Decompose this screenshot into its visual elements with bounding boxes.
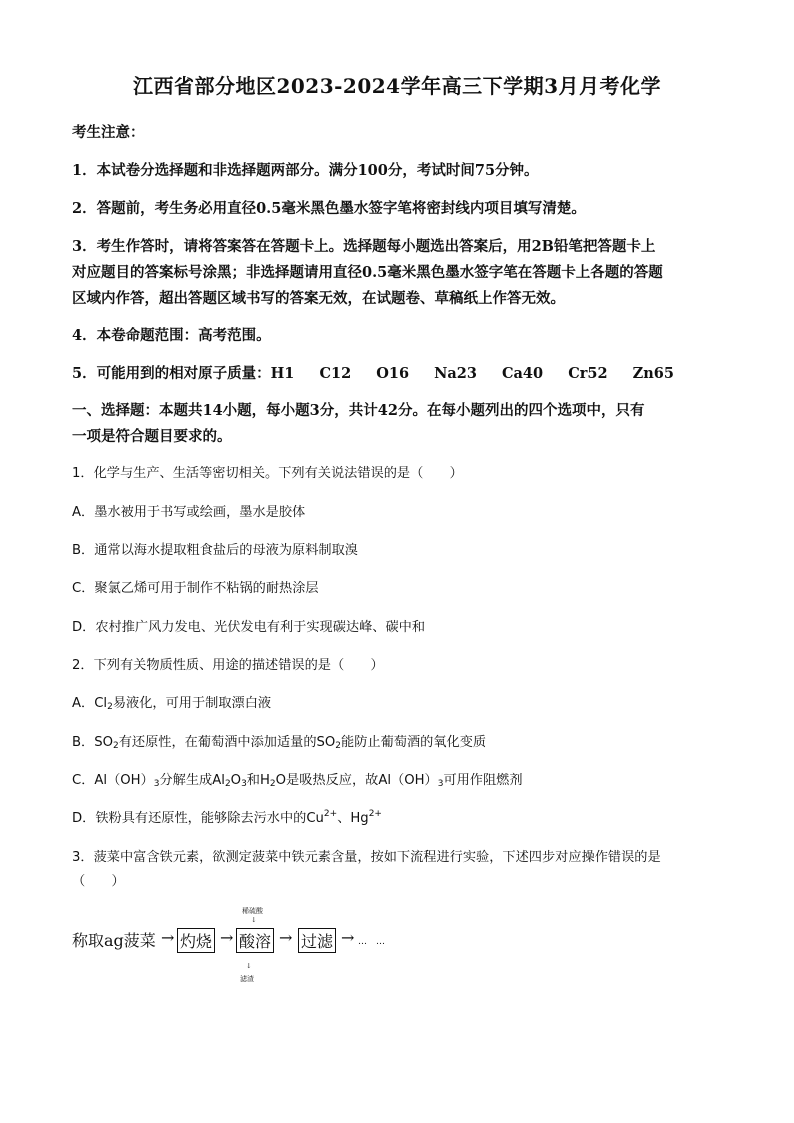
reagent-label: 稀硫酸 xyxy=(242,907,263,915)
flow-start: 称取ag菠菜 xyxy=(72,931,156,950)
q2-option-c: C．$Al(OH)_3$分解生成$Al_2O_3$和$H_2O$是吸热反应，故$Al(OH)_3$可用作阻燃剂 xyxy=(72,773,523,789)
q2-option-d: D．铁粉具有还原性，能够除去污水中的$Cu^{2+}$、$Hg^{2+}$ xyxy=(72,809,382,826)
notice-item-3-line1: 3．考生作答时，请将答案答在答题卡上。选择题每小题选出答案后，用2B铅笔把答题卡上 xyxy=(72,238,656,255)
flow-ellipsis: … … xyxy=(358,937,386,947)
notice-heading: 考生注意： xyxy=(72,124,145,141)
notice-item-3-line3: 区域内作答，超出答题区域书写的答案无效，在试题卷、草稿纸上作答无效。 xyxy=(72,290,565,307)
q2-option-a: A．$Cl_2$易液化，可用于制取漂白液 xyxy=(72,696,272,712)
section-heading-line2: 一项是符合题目要求的。 xyxy=(72,428,232,445)
flow-arrow-icon: → xyxy=(341,928,355,947)
atomic-mass-na: Na23 xyxy=(434,365,477,382)
notice-item-4: 4．本卷命题范围：高考范围。 xyxy=(72,327,271,344)
reagent-arrow-icon: ↓ xyxy=(251,916,257,924)
q1-option-a: A．墨水被用于书写或绘画，墨水是胶体 xyxy=(72,505,306,520)
flow-arrow-icon: → xyxy=(161,928,175,947)
flow-arrow-icon: → xyxy=(279,928,293,947)
residue-label: 滤渣 xyxy=(240,975,254,983)
notice-item-1: 1．本试卷分选择题和非选择题两部分。满分100分，考试时间75分钟。 xyxy=(72,162,539,179)
atomic-mass-c: C12 xyxy=(319,365,352,382)
atomic-mass-h: H1 xyxy=(270,365,295,382)
q1-option-c: C．聚氯乙烯可用于制作不粘锅的耐热涂层 xyxy=(72,581,319,596)
q1-option-d: D．农村推广风力发电、光伏发电有利于实现碳达峰、碳中和 xyxy=(72,620,426,635)
atomic-mass-label: 5．可能用到的相对原子质量： xyxy=(72,365,271,382)
q1-option-b: B．通常以海水提取粗食盐后的母液为原料制取溴 xyxy=(72,543,358,558)
atomic-mass-ca: Ca40 xyxy=(502,365,544,382)
flow-step-filter: 过滤 xyxy=(298,928,336,953)
q3-stem-line2: （ ） xyxy=(72,874,125,889)
flow-arrow-icon: → xyxy=(220,928,234,947)
q2-option-b: B．$SO_2$有还原性，在葡萄酒中添加适量的$SO_2$能防止葡萄酒的氧化变质 xyxy=(72,735,487,751)
notice-item-2: 2．答题前，考生务必用直径0.5毫米黑色墨水签字笔将密封线内项目填写清楚。 xyxy=(72,200,586,217)
q2-stem: 2．下列有关物质性质、用途的描述错误的是（ ） xyxy=(72,658,384,673)
q1-stem: 1．化学与生产、生活等密切相关。下列有关说法错误的是（ ） xyxy=(72,466,463,481)
atomic-mass-o: O16 xyxy=(376,365,410,382)
residue-arrow-icon: ↓ xyxy=(246,962,252,970)
atomic-mass-zn: Zn65 xyxy=(632,365,674,382)
flow-step-ignite: 灼烧 xyxy=(177,928,215,953)
page-title: 江西省部分地区2023-2024学年高三下学期3月月考化学 xyxy=(132,74,662,98)
atomic-mass-cr: Cr52 xyxy=(568,365,608,382)
flow-step-acid-dissolve: 酸溶 xyxy=(236,928,274,953)
section-heading-line1: 一、选择题：本题共14小题，每小题3分，共计42分。在每小题列出的四个选项中，只有 xyxy=(72,402,645,419)
notice-item-3-line2: 对应题目的答案标号涂黑；非选择题请用直径0.5毫米黑色墨水签字笔在答题卡上各题的答题 xyxy=(72,264,663,281)
q3-stem-line1: 3．菠菜中富含铁元素，欲测定菠菜中铁元素含量，按如下流程进行实验，下述四步对应操作错误的是 xyxy=(72,850,661,865)
notice-item-5 xyxy=(72,362,732,383)
